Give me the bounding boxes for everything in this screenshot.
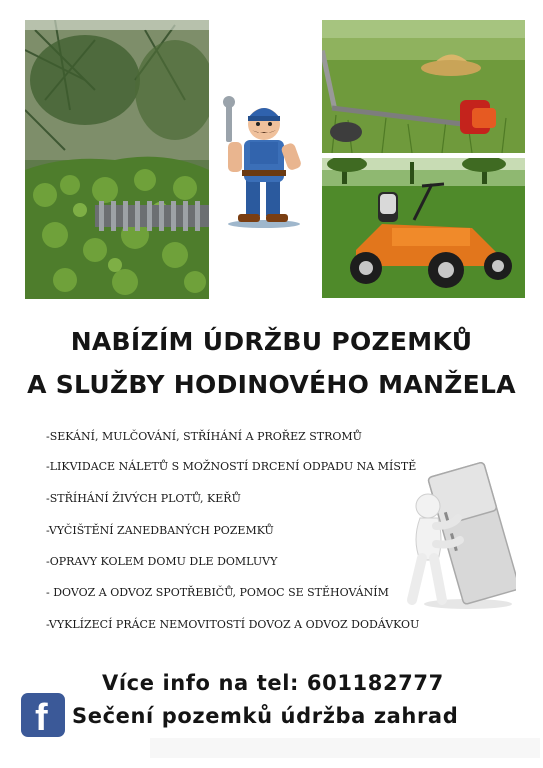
contact-phone-line: Více info na tel: 601182777 bbox=[102, 671, 444, 695]
service-item: - DOVOZ A ODVOZ SPOTŘEBIČŮ, POMOC SE STĚHOVÁNÍM bbox=[46, 586, 389, 599]
service-item: -OPRAVY KOLEM DOMU DLE DOMLUVY bbox=[46, 555, 278, 568]
service-item: -SEKÁNÍ, MULČOVÁNÍ, STŘÍHÁNÍ A PROŘEZ STROMŮ bbox=[46, 430, 362, 443]
bottom-shadow bbox=[150, 738, 540, 758]
riding-mower-photo bbox=[322, 158, 525, 298]
figure-carrying-fridge-illustration bbox=[398, 460, 516, 610]
facebook-letter: f bbox=[35, 697, 48, 737]
facebook-icon[interactable] bbox=[21, 693, 65, 737]
headline-line-1: NABÍZÍM ÚDRŽBU POZEMKŮ bbox=[70, 327, 473, 356]
string-trimmer-photo bbox=[322, 20, 525, 153]
service-item: -VYKLÍZECÍ PRÁCE NEMOVITOSTÍ DOVOZ A ODVOZ DODÁVKOU bbox=[46, 618, 420, 631]
handyman-illustration bbox=[220, 96, 308, 230]
facebook-page-name[interactable]: Sečení pozemků údržba zahrad bbox=[72, 704, 459, 728]
service-item: -VYČIŠTĚNÍ ZANEDBANÝCH POZEMKŮ bbox=[46, 524, 274, 537]
hedge-trimmer-photo bbox=[25, 20, 209, 299]
service-item: -STŘÍHÁNÍ ŽIVÝCH PLOTŮ, KEŘŮ bbox=[46, 492, 241, 505]
headline-line-2: A SLUŽBY HODINOVÉHO MANŽELA bbox=[27, 370, 516, 399]
service-item: -LIKVIDACE NÁLETŮ S MOŽNOSTÍ DRCENÍ ODPADU NA MÍSTĚ bbox=[46, 460, 417, 473]
